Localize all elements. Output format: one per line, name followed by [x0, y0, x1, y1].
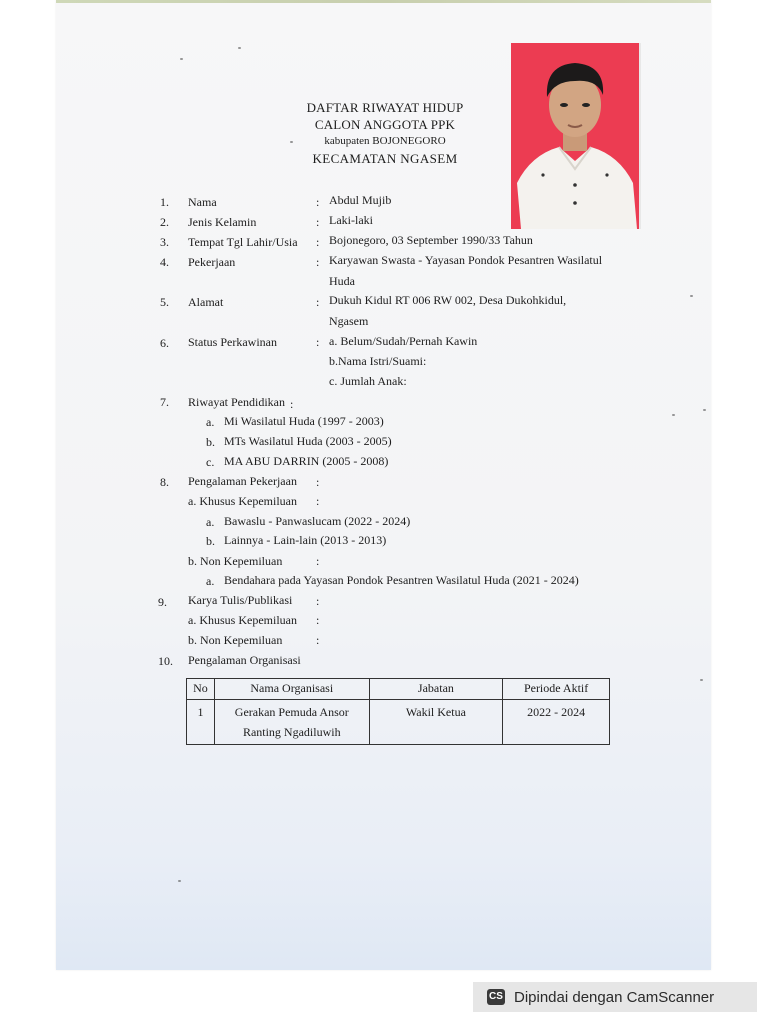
portrait-image	[511, 43, 639, 229]
education-marker: c.	[206, 455, 215, 469]
work-entry: Bawaslu - Panwaslucam (2022 - 2024)	[224, 514, 411, 528]
gender-label: Jenis Kelamin	[188, 215, 257, 229]
colon: :	[316, 475, 320, 489]
children-count-field: c. Jumlah Anak:	[329, 374, 407, 388]
cell-period: 2022 - 2024	[503, 700, 610, 745]
item-number: 3.	[160, 235, 169, 249]
passport-photo	[511, 43, 641, 229]
name-label: Nama	[188, 195, 217, 209]
colon: :	[316, 295, 320, 309]
colon: :	[316, 594, 320, 608]
spouse-name-field: b.Nama Istri/Suami:	[329, 354, 427, 368]
scan-speck	[672, 414, 675, 416]
paper-edge	[56, 0, 711, 3]
education-entry: Mi Wasilatul Huda (1997 - 2003)	[224, 414, 384, 428]
item-number: 10.	[158, 654, 173, 668]
colon: :	[316, 335, 320, 349]
gender-value: Laki-laki	[329, 213, 373, 227]
colon: :	[316, 195, 320, 209]
work-non-label: b. Non Kepemiluan	[188, 554, 283, 568]
name-value: Abdul Mujib	[329, 193, 392, 207]
birth-label: Tempat Tgl Lahir/Usia	[188, 235, 298, 249]
scan-speck	[690, 295, 693, 297]
item-number: 6.	[160, 336, 169, 350]
scan-speck	[700, 679, 703, 681]
colon: :	[316, 494, 320, 508]
cell-organization-name	[214, 700, 369, 745]
work-label: Pengalaman Pekerjaan	[188, 474, 297, 488]
document-title-block	[240, 99, 530, 167]
occupation-value: Karyawan Swasta - Yayasan Pondok Pesantren Wasilatul	[329, 253, 603, 267]
scan-speck	[238, 47, 241, 49]
organization-label: Pengalaman Organisasi	[188, 653, 301, 667]
publications-label: Karya Tulis/Publikasi	[188, 593, 293, 607]
address-label: Alamat	[188, 295, 224, 309]
item-number: 5.	[160, 295, 169, 309]
colon: :	[290, 397, 294, 411]
organization-table	[186, 678, 610, 745]
cell-position: Wakil Ketua	[369, 700, 503, 745]
education-entry: MTs Wasilatul Huda (2003 - 2005)	[224, 434, 392, 448]
column-header-name: Nama Organisasi	[214, 679, 369, 700]
colon: :	[316, 613, 320, 627]
education-marker: b.	[206, 435, 215, 449]
district-line: KECAMATAN NGASEM	[312, 151, 458, 166]
colon: :	[316, 215, 320, 229]
education-label: Riwayat Pendidikan	[188, 395, 285, 409]
document-title: DAFTAR RIWAYAT HIDUP	[306, 100, 464, 115]
watermark-text: Dipindai dengan CamScanner	[514, 988, 715, 1006]
publications-special-label: a. Khusus Kepemiluan	[188, 613, 297, 627]
address-value: Dukuh Kidul RT 006 RW 002, Desa Dukohkidul,	[329, 293, 567, 307]
marital-status-value: a. Belum/Sudah/Pernah Kawin	[329, 334, 478, 348]
scan-speck	[178, 880, 181, 882]
scan-speck	[180, 58, 183, 60]
colon: :	[316, 235, 320, 249]
work-entry: Lainnya - Lain-lain (2013 - 2013)	[224, 533, 387, 547]
work-marker: b.	[206, 534, 215, 548]
colon: :	[316, 633, 320, 647]
marital-label: Status Perkawinan	[188, 335, 277, 349]
education-entry: MA ABU DARRIN (2005 - 2008)	[224, 454, 389, 468]
regency-line: kabupaten BOJONEGORO	[324, 135, 446, 147]
document-subtitle: CALON ANGGOTA PPK	[314, 117, 456, 132]
organization-name-line2: Ranting Ngadiluwih	[242, 725, 341, 739]
cell-no: 1	[187, 700, 215, 745]
occupation-value-cont: Huda	[329, 274, 355, 288]
table-row	[187, 700, 610, 745]
item-number: 2.	[160, 215, 169, 229]
occupation-label: Pekerjaan	[188, 255, 236, 269]
organization-name-line1: Gerakan Pemuda Ansor	[234, 705, 349, 719]
item-number: 8.	[160, 475, 169, 489]
item-number: 7.	[160, 395, 169, 409]
scan-speck	[703, 409, 706, 411]
table-header-row	[187, 679, 610, 700]
column-header-period: Periode Aktif	[503, 679, 610, 700]
address-value-cont: Ngasem	[329, 314, 369, 328]
work-marker: a.	[206, 574, 215, 588]
camscanner-watermark	[473, 982, 757, 1012]
colon: :	[316, 255, 320, 269]
work-entry: Bendahara pada Yayasan Pondok Pesantren Wasilatul Huda (2021 - 2024)	[224, 573, 579, 587]
work-marker: a.	[206, 515, 215, 529]
item-number: 9.	[158, 595, 167, 609]
item-number: 4.	[160, 255, 169, 269]
camscanner-logo-icon: CS	[487, 989, 505, 1005]
item-number: 1.	[160, 195, 169, 209]
work-special-label: a. Khusus Kepemiluan	[188, 494, 297, 508]
colon: :	[316, 554, 320, 568]
birth-value: Bojonegoro, 03 September 1990/33 Tahun	[329, 233, 533, 247]
column-header-position: Jabatan	[369, 679, 503, 700]
education-marker: a.	[206, 415, 215, 429]
column-header-no: No	[187, 679, 215, 700]
publications-non-label: b. Non Kepemiluan	[188, 633, 283, 647]
